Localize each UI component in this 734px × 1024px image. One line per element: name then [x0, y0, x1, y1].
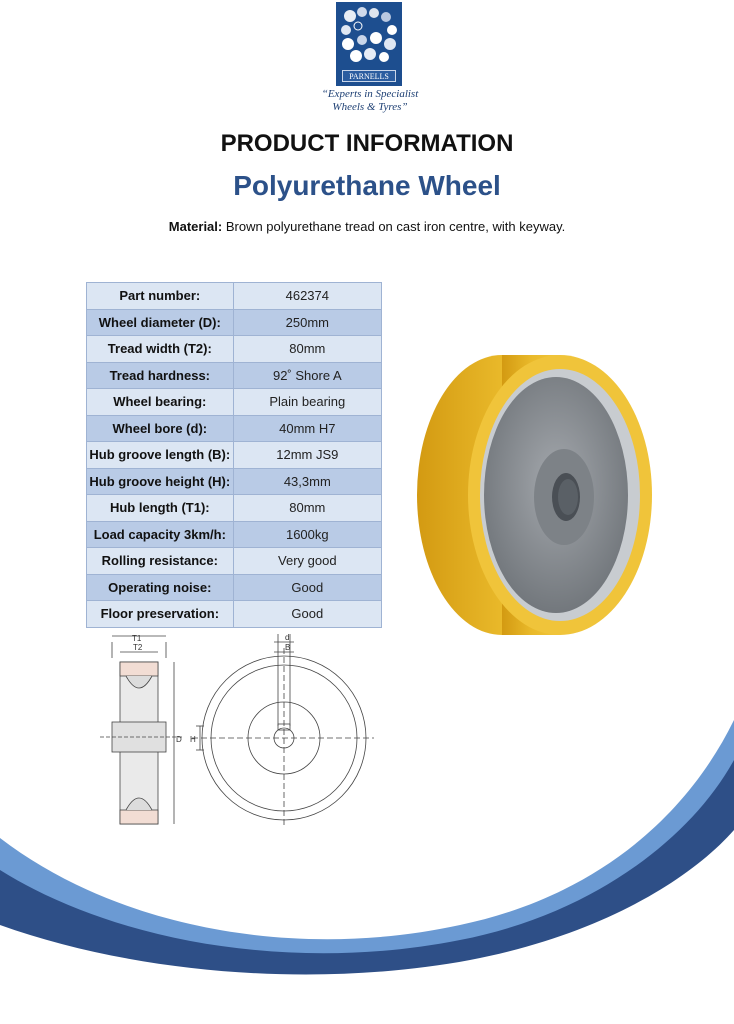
material-text: Brown polyurethane tread on cast iron centre, with keyway.	[222, 219, 566, 234]
table-row	[87, 468, 382, 495]
label-b: B	[285, 643, 291, 652]
spec-value: Plain bearing	[233, 389, 381, 416]
spec-value: 80mm	[233, 495, 381, 522]
table-row	[87, 548, 382, 575]
spec-label: Wheel bearing:	[87, 389, 234, 416]
product-title: Polyurethane Wheel	[233, 170, 501, 201]
logo-tagline	[300, 88, 440, 114]
tagline-line-2: Wheels & Tyres”	[332, 101, 408, 113]
footer-wave-decoration	[0, 720, 734, 1024]
table-row	[87, 521, 382, 548]
spec-table	[86, 282, 382, 628]
table-row	[87, 415, 382, 442]
label-h: H	[190, 735, 196, 744]
spec-value: 250mm	[233, 309, 381, 336]
label-t2: T2	[133, 643, 143, 652]
spec-value: 80mm	[233, 336, 381, 363]
table-row	[87, 309, 382, 336]
spec-value: 12mm JS9	[233, 442, 381, 469]
spec-label: Operating noise:	[87, 574, 234, 601]
label-d-bore: d	[285, 633, 290, 642]
spec-label: Wheel diameter (D):	[87, 309, 234, 336]
spec-label: Wheel bore (d):	[87, 415, 234, 442]
spec-label: Hub length (T1):	[87, 495, 234, 522]
material-label: Material:	[168, 219, 223, 234]
spec-label: Hub groove height (H):	[87, 468, 234, 495]
label-d-diameter: D	[176, 735, 182, 744]
table-row	[87, 389, 382, 416]
spec-value: 43,3mm	[233, 468, 381, 495]
parnells-logo	[336, 2, 402, 86]
spec-value: Very good	[233, 548, 381, 575]
wheel-dots-icon	[336, 2, 402, 68]
label-t1: T1	[132, 634, 142, 643]
spec-label: Hub groove length (B):	[87, 442, 234, 469]
table-row	[87, 495, 382, 522]
spec-label: Tread hardness:	[87, 362, 234, 389]
logo-brand-name: PARNELLS	[342, 70, 396, 82]
material-line	[0, 219, 734, 234]
page-title: PRODUCT INFORMATION	[220, 130, 514, 157]
table-row	[87, 362, 382, 389]
spec-label: Tread width (T2):	[87, 336, 234, 363]
table-row	[87, 601, 382, 628]
spec-label: Load capacity 3km/h:	[87, 521, 234, 548]
table-row	[87, 336, 382, 363]
spec-label: Rolling resistance:	[87, 548, 234, 575]
table-row	[87, 283, 382, 310]
spec-value: 92˚ Shore A	[233, 362, 381, 389]
spec-value: Good	[233, 601, 381, 628]
table-row	[87, 442, 382, 469]
wheel-product-image	[410, 345, 660, 645]
tagline-line-1: “Experts in Specialist	[321, 88, 419, 100]
spec-value: 462374	[233, 283, 381, 310]
spec-label: Part number:	[87, 283, 234, 310]
spec-value: Good	[233, 574, 381, 601]
spec-label: Floor preservation:	[87, 601, 234, 628]
table-row	[87, 574, 382, 601]
spec-value: 40mm H7	[233, 415, 381, 442]
spec-value: 1600kg	[233, 521, 381, 548]
